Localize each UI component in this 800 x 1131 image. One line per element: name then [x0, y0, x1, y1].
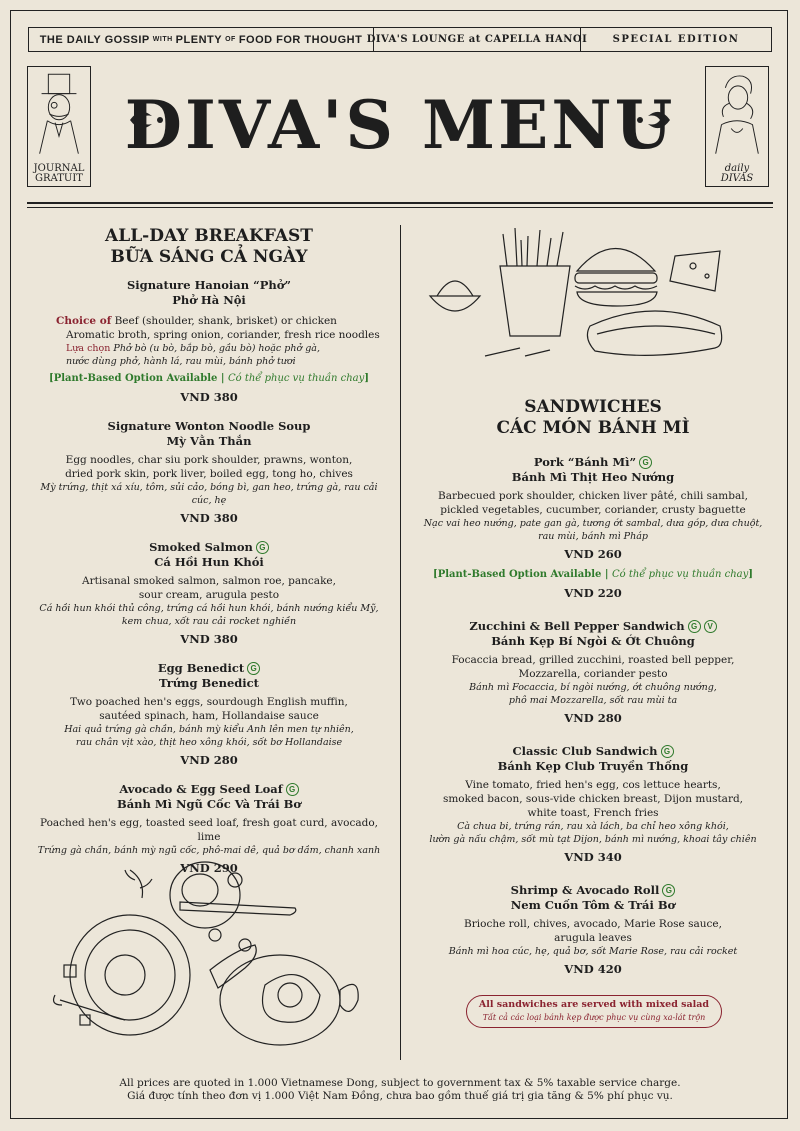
- item-description: [412, 489, 774, 517]
- item-price: VND 280: [564, 711, 622, 725]
- leaf-icon: [340, 984, 358, 1011]
- description-line-vi: nước dùng phở, hành lá, rau mùi, bánh phở tươi: [66, 356, 296, 367]
- item-price: VND 260: [564, 547, 622, 561]
- choice-label: Choice of: [56, 315, 112, 327]
- portrait-caption: JOURNAL: [33, 163, 85, 174]
- item-name-vi: Mỳ Vằn Thắn: [166, 434, 252, 448]
- item-description-vi: [30, 481, 388, 507]
- green-choice-icon: G: [286, 783, 299, 796]
- item-description: [412, 778, 774, 820]
- description-line: Brioche roll, chives, avocado, Marie Rose sauce,: [464, 918, 722, 930]
- description-line-vi: Mỳ trứng, thịt xá xíu, tôm, sủi cảo, bóng bì, gan heo, trứng gà, rau cải cúc, hẹ: [40, 482, 378, 506]
- description-line: sour cream, arugula pesto: [138, 589, 280, 601]
- plant-note-vi: Có thể phục vụ thuần chay: [227, 373, 365, 384]
- description-line: Two poached hen's eggs, sourdough English muffin,: [70, 696, 348, 708]
- menu-item: [412, 883, 774, 977]
- column-divider: [400, 225, 401, 1060]
- item-description-vi: [30, 602, 388, 628]
- salad-note-en: All sandwiches are served with mixed salad: [478, 999, 710, 1010]
- portrait-caption: daily: [724, 163, 750, 174]
- description-line: Barbecued pork shoulder, chicken liver pâté, chili sambal,: [438, 490, 748, 502]
- section-title: SANDWICHES: [524, 397, 662, 417]
- item-name-vi: Cá Hồi Hun Khói: [154, 555, 264, 569]
- item-name: [412, 619, 774, 634]
- item-name-vi: Bánh Kẹp Club Truyền Thống: [497, 759, 689, 773]
- item-price: VND 420: [564, 962, 622, 976]
- masthead-edition: SPECIAL EDITION: [612, 34, 740, 45]
- green-choice-icon: G: [661, 745, 674, 758]
- plant-based-note: [30, 372, 388, 386]
- description-line: arugula leaves: [554, 932, 632, 944]
- description-line: Egg noodles, char siu pork shoulder, prawns, wonton,: [65, 454, 353, 466]
- item-description-vi: [30, 723, 388, 749]
- description-line: Artisanal smoked salmon, salmon roe, pancake,: [82, 575, 336, 587]
- menu-item-pork-banh-mi: [412, 455, 774, 601]
- item-name-text: Pork “Bánh Mì”: [533, 455, 637, 469]
- tagline-part: THE DAILY GOSSIP: [39, 33, 150, 46]
- header-rule: [27, 207, 773, 208]
- footnote-en: All prices are quoted in 1.000 Vietnamese Dong, subject to government tax & 5% taxable service charge.: [119, 1077, 681, 1089]
- spoon-icon: [54, 995, 125, 1020]
- item-name: [30, 661, 388, 676]
- green-choice-icon: G: [247, 662, 260, 675]
- plant-note-en: [Plant-Based Option Available |: [48, 373, 225, 384]
- description-line-vi: Bánh mì Focaccia, bí ngòi nướng, ớt chuông nướng,: [469, 682, 717, 693]
- masthead-bar: [28, 27, 772, 52]
- description-line-vi: rau chân vịt xào, thịt heo xông khói, sốt bơ Hollandaise: [75, 737, 343, 748]
- tagline-part: OF: [225, 36, 236, 43]
- portrait-caption: DIVAS: [720, 173, 754, 184]
- green-choice-icon: G: [256, 541, 269, 554]
- item-name: [412, 883, 774, 898]
- green-choice-icon: G: [688, 620, 701, 633]
- item-price: VND 380: [180, 390, 238, 404]
- item-name-text: Shrimp & Avocado Roll: [510, 883, 660, 897]
- section-title: ALL-DAY BREAKFAST: [105, 226, 313, 246]
- green-choice-icon: G: [639, 456, 652, 469]
- plant-note-vi: Có thể phục vụ thuần chay: [611, 569, 749, 580]
- description-line: Poached hen's egg, toasted seed loaf, fresh goat curd, avocado, lime: [39, 817, 379, 843]
- item-name-text: Classic Club Sandwich: [512, 744, 658, 758]
- item-name-vi: Bánh Mì Ngũ Cốc Và Trái Bơ: [116, 797, 302, 811]
- description-line: sautéed spinach, ham, Hollandaise sauce: [99, 710, 319, 722]
- description-line-vi: Nạc vai heo nướng, pate gan gà, tương ớt sambal, dưa góp, dưa chuột,: [423, 518, 763, 529]
- header-rule: [27, 202, 773, 204]
- description-line: Focaccia bread, grilled zucchini, roasted bell pepper,: [451, 654, 735, 666]
- item-description-vi: [30, 342, 388, 368]
- item-name: [412, 744, 774, 759]
- green-choice-icon: G: [662, 884, 675, 897]
- knife-icon: [180, 902, 296, 915]
- tagline-part: FOOD FOR THOUGHT: [238, 33, 363, 46]
- sandwich-items: [412, 619, 774, 977]
- masthead-tagline: [29, 28, 374, 51]
- item-description-vi: [412, 945, 774, 958]
- description-line: Aromatic broth, spring onion, coriander, fresh rice noodles: [66, 329, 380, 341]
- menu-item: [30, 540, 388, 647]
- description-line-vi: Cà chua bi, trứng rán, rau xà lách, ba chỉ heo xông khói,: [457, 821, 729, 832]
- description-line-vi: phô mai Mozzarella, sốt rau mùi ta: [508, 695, 678, 706]
- item-name-text: Avocado & Egg Seed Loaf: [119, 782, 283, 796]
- menu-item: [30, 419, 388, 526]
- vegan-icon: V: [704, 620, 717, 633]
- menu-title: [100, 60, 700, 180]
- item-name-vi: Phở Hà Nội: [172, 293, 246, 307]
- diva-portrait-icon: [706, 67, 768, 159]
- breakfast-section: [30, 226, 388, 876]
- description-line: Vine tomato, fried hen's egg, cos lettuce hearts,: [465, 779, 721, 791]
- item-description: [30, 453, 388, 481]
- cheese-slice-icon: [670, 251, 720, 291]
- item-price: VND 280: [180, 753, 238, 767]
- item-description: [412, 917, 774, 945]
- item-name-vi: Bánh Mì Thịt Heo Nướng: [511, 470, 675, 484]
- item-price: VND 380: [180, 511, 238, 525]
- gentleman-portrait-icon: [28, 67, 90, 159]
- french-fries-icon: [485, 228, 570, 356]
- item-description: [30, 574, 388, 602]
- plant-based-note: [412, 568, 774, 582]
- item-name-vi: Trứng Benedict: [159, 676, 259, 690]
- portrait-caption: GRATUIT: [35, 173, 83, 184]
- item-name: [30, 782, 388, 797]
- menu-item: [412, 619, 774, 726]
- item-description-vi: [412, 681, 774, 707]
- bacon-icon: [210, 945, 256, 988]
- description-line-vi: lườn gà nấu chậm, sốt mù tạt Dijon, bánh mì nướng, khoai tây chiên: [429, 834, 757, 845]
- salad-note-vi: Tất cả các loại bánh kẹp được phục vụ cùng xa-lát trộn: [482, 1013, 706, 1022]
- choice-text-vi: Phở bò (u bò, bắp bò, gầu bò) hoặc phở gà,: [113, 343, 320, 354]
- baguette-sandwich-icon: [587, 311, 721, 355]
- description-line: white toast, French fries: [527, 807, 659, 819]
- menu-item: [30, 661, 388, 768]
- plant-note-end: ]: [364, 373, 369, 384]
- journal-portrait: [27, 66, 91, 187]
- description-line-vi: Hai quả trứng gà chần, bánh mỳ kiểu Anh lên men tự nhiên,: [64, 724, 354, 735]
- avocado-toast-icon: [170, 862, 240, 928]
- item-description: [30, 314, 388, 342]
- herb-icon: [125, 870, 152, 898]
- breakfast-items: [30, 419, 388, 876]
- item-description-vi: [412, 517, 774, 543]
- fast-food-illustration: [425, 226, 725, 366]
- item-description: [30, 695, 388, 723]
- item-price: VND 380: [180, 632, 238, 646]
- menu-title-text: DIVA'S MENU: [124, 86, 676, 164]
- description-line-vi: Bánh mì hoa cúc, hẹ, quả bơ, sốt Marie Rose, rau cải rocket: [448, 946, 738, 957]
- item-name: [30, 540, 388, 555]
- fried-egg-plate-icon: [220, 955, 340, 1045]
- burger-icon: [575, 249, 657, 307]
- choice-label-vi: Lựa chọn: [66, 343, 111, 354]
- tagline-part: PLENTY: [175, 33, 223, 46]
- item-name: Signature Hanoian “Phở”: [126, 278, 292, 292]
- plate-bread-icon: [70, 915, 190, 1035]
- footnote-vi: Giá được tính theo đơn vị 1.000 Việt Nam Đồng, chưa bao gồm thuế giá trị gia tăng & 5% phí phục vụ.: [127, 1090, 673, 1102]
- masthead-venue: DIVA'S LOUNGE at CAPELLA HANOI: [374, 28, 581, 51]
- menu-item: [412, 744, 774, 865]
- item-name-vi: Bánh Kẹp Bí Ngòi & Ớt Chuông: [491, 634, 695, 648]
- sandwich-section: [412, 397, 774, 977]
- plant-note-end: ]: [748, 569, 753, 580]
- dip-sauce-icon: [430, 281, 480, 311]
- item-description: [30, 816, 388, 844]
- section-title-vi: CÁC MÓN BÁNH MÌ: [496, 418, 690, 438]
- item-price: VND 340: [564, 850, 622, 864]
- item-price: VND 290: [180, 861, 238, 875]
- item-description-vi: [412, 820, 774, 846]
- item-name-text: Smoked Salmon: [149, 540, 253, 554]
- item-name-text: Zucchini & Bell Pepper Sandwich: [469, 619, 685, 633]
- price-footnote: [20, 1077, 780, 1103]
- item-name-text: Egg Benedict: [157, 661, 245, 675]
- section-title-vi: BỮA SÁNG CẢ NGÀY: [110, 247, 308, 267]
- description-line-vi: kem chua, xốt rau cải rocket nghiền: [121, 616, 297, 627]
- menu-item-pho: [30, 278, 388, 405]
- item-name: [30, 419, 388, 434]
- choice-text: Beef (shoulder, shank, brisket) or chicken: [114, 315, 337, 327]
- item-name-vi: Nem Cuốn Tôm & Trái Bơ: [510, 898, 676, 912]
- divas-portrait: [705, 66, 769, 187]
- description-line-vi: Trứng gà chần, bánh mỳ ngũ cốc, phô-mai dê, quả bơ dầm, chanh xanh: [37, 845, 381, 856]
- item-name: [412, 455, 774, 470]
- description-line: dried pork skin, pork liver, boiled egg, tong ho, chives: [65, 468, 353, 480]
- description-line: pickled vegetables, cucumber, coriander, crusty baguette: [440, 504, 746, 516]
- plant-based-price: VND 220: [564, 586, 622, 600]
- item-description: [412, 653, 774, 681]
- description-line: Mozzarella, coriander pesto: [518, 668, 668, 680]
- salad-note: [466, 995, 722, 1028]
- tagline-part: WITH: [152, 36, 173, 43]
- description-line: smoked bacon, sous-vide chicken breast, Dijon mustard,: [442, 793, 744, 805]
- item-name-text: Signature Wonton Noodle Soup: [107, 419, 311, 433]
- breakfast-illustration: [50, 850, 370, 1050]
- plant-note-en: [Plant-Based Option Available |: [432, 569, 609, 580]
- description-line-vi: Cá hồi hun khói thủ công, trứng cá hồi hun khói, bánh nướng kiểu Mỹ,: [39, 603, 379, 614]
- description-line-vi: rau mùi, bánh mì Pháp: [538, 531, 648, 542]
